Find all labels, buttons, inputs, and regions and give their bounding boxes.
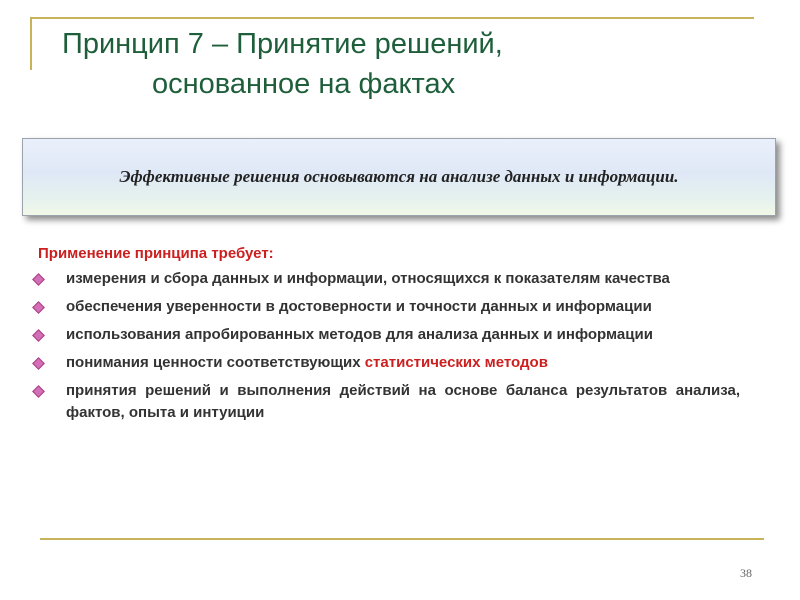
list-item-text: принятия решений и выполнения действий на основе баланса результатов анализа, фактов, опыта и интуиции xyxy=(66,382,740,421)
left-rule xyxy=(30,17,32,70)
list-item xyxy=(32,324,740,346)
list-item xyxy=(32,380,740,424)
title-line-1: Принцип 7 – Принятие решений, xyxy=(62,28,503,60)
diamond-bullet-icon xyxy=(32,301,45,314)
bottom-rule xyxy=(40,538,764,540)
list-item-text: обеспечения уверенности в достоверности и точности данных и информации xyxy=(66,298,652,315)
page-number: 38 xyxy=(740,566,752,580)
requirements-list xyxy=(32,268,740,430)
requirements-heading: Применение принципа требует: xyxy=(38,245,274,262)
statistical-methods-highlight: статистических методов xyxy=(364,354,548,371)
slide-title xyxy=(62,24,762,104)
diamond-bullet-icon xyxy=(32,273,45,286)
list-item-text: использования апробированных методов для анализа данных и информации xyxy=(66,326,653,343)
key-statement-banner xyxy=(22,138,776,216)
list-item-text: измерения и сбора данных и информации, относящихся к показателям качества xyxy=(66,270,670,287)
banner-text: Эффективные решения основываются на анализе данных и информации. xyxy=(119,167,679,186)
list-item xyxy=(32,352,740,374)
diamond-bullet-icon xyxy=(32,385,45,398)
list-item xyxy=(32,296,740,318)
list-item xyxy=(32,268,740,290)
diamond-bullet-icon xyxy=(32,329,45,342)
title-line-2: основанное на фактах xyxy=(152,68,456,100)
diamond-bullet-icon xyxy=(32,357,45,370)
list-item-text-prefix: понимания ценности соответствующих xyxy=(66,354,365,371)
top-rule xyxy=(30,17,754,19)
